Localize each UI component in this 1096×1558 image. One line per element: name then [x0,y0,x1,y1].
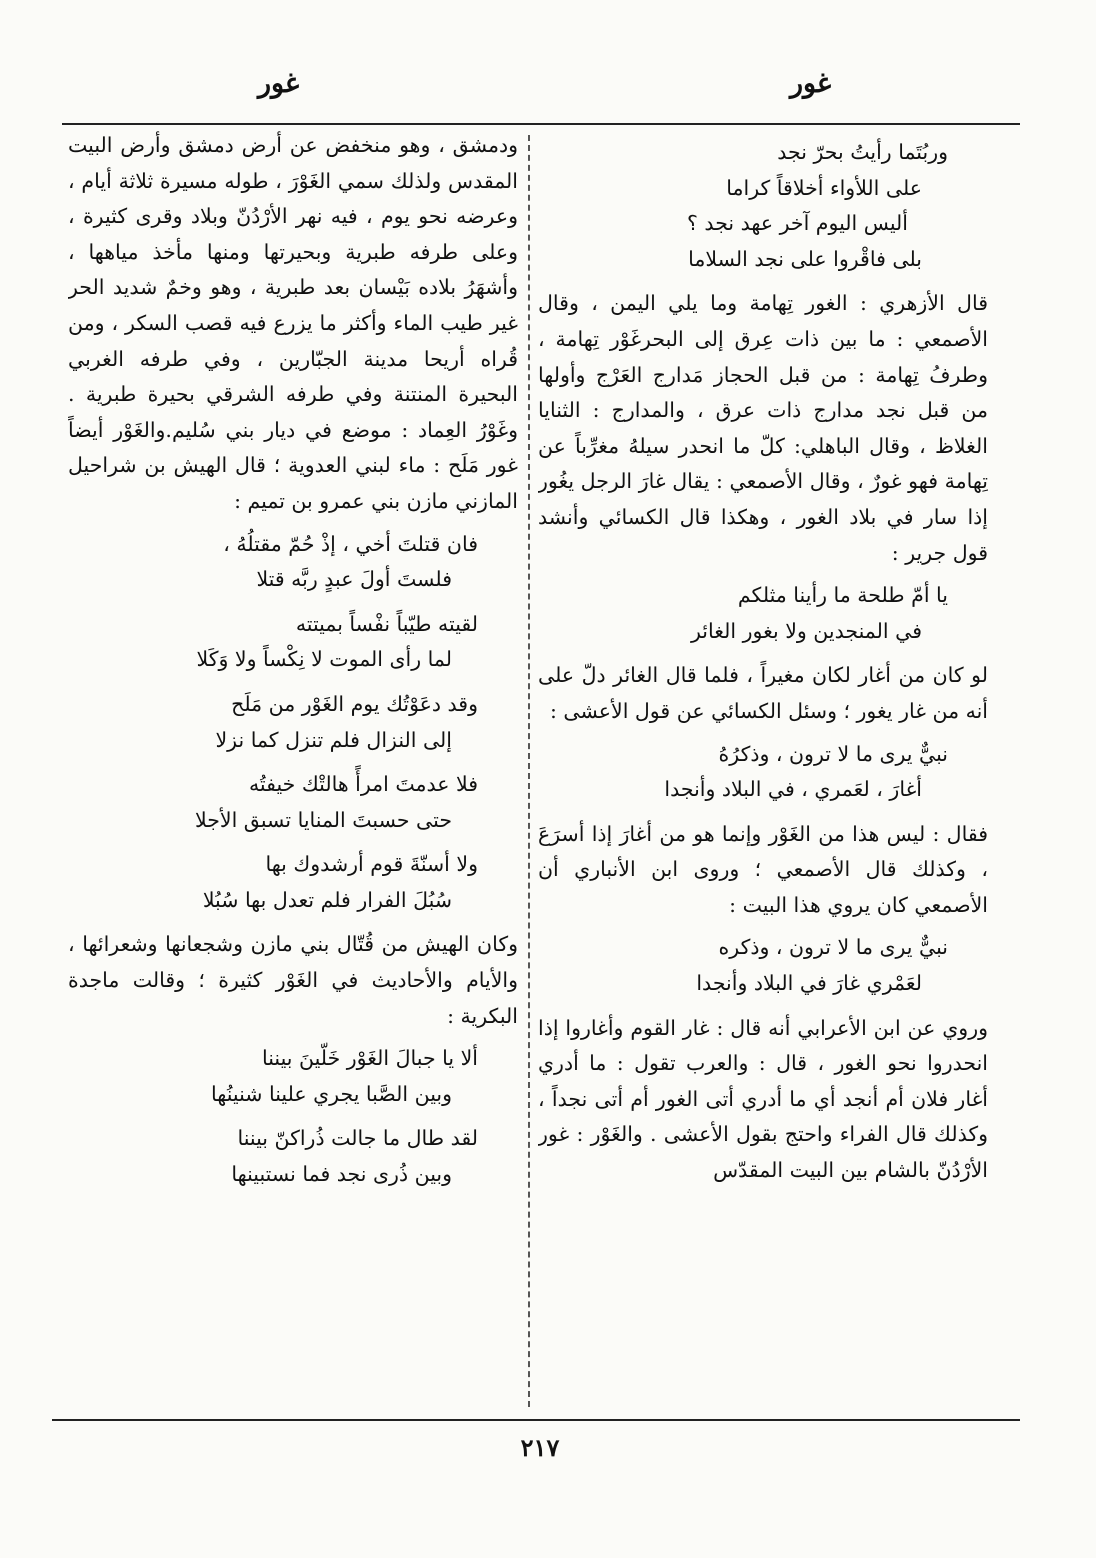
verse-line: فان قتلتَ أخي ، إذْ حُمّ مقتلُهُ ، [223,531,478,556]
right-column [538,128,988,1410]
verse-line: إلى النزال فلم تنزل كما نزلا [215,727,452,752]
verse-line: ألا يا جبالَ الغَوْر خَلّينَ بيننا [261,1046,478,1071]
header-rule [62,123,1020,125]
verse [68,767,518,838]
paragraph: لو كان من أغار لكان مغيراً ، فلما قال الغائر دلّ على أنه من غار يغور ؛ وسئل الكسائي عن قول الأعشى : [538,663,988,723]
verse-line: في المنجدين ولا بغور الغائر [690,618,922,643]
verse [68,1121,518,1192]
header-word-right: غور [790,68,832,99]
verse-line: فلستَ أولَ عبدٍ ربَّه قتلا [256,567,452,592]
paragraph: قال الأزهري : الغور تِهامة وما يلي اليمن ، وقال الأصمعي : ما بين ذات عِرق إلى البحرغَوْر تِهامة ، وطرفُ تِهامة : من قبل الحجاز مَدارج العَرْج وأولها من قبل نجد مدارج ذات عرق ، والمدارج : الثنايا الغلاظ ، وقال الباهلي: كلّ ما انحدر سيلهُ مغرِّباً عن تِهامة فهو غورٌ ، وقال الأصمعي : يقال غارَ الرجل يغُور إذا سار في بلاد الغور ، وهكذا قال الكسائي وأنشد قول جرير : [538,291,988,565]
verse [538,930,988,1001]
verse-line: بلى فاقْروا على نجد السلاما [688,246,922,271]
verse-line: يا أمّ طلحة ما رأينا مثلكم [737,583,948,608]
verse-line: وقد دعَوْتُك يوم الغَوْر من مَلَح [231,691,478,716]
paragraph: فقال : ليس هذا من الغَوْر وإنما هو من أغارَ إذا أسرَعَ ، وكذلك قال الأصمعي ؛ وروى ابن الأنباري أن الأصمعي كان يروي هذا البيت : [538,821,988,917]
verse [68,1041,518,1112]
verse [68,687,518,758]
footer-rule [52,1419,1020,1421]
verse-line: وبين ذُرى نجد فما نستبينها [231,1162,452,1187]
verse [538,737,988,808]
verse [68,607,518,678]
page-number: ٢١٧ [520,1433,560,1462]
paragraph: ودمشق ، وهو منخفض عن أرض دمشق وأرض البيت المقدس ولذلك سمي الغَوْرَ ، طوله مسيرة ثلاثة أيام ، وعرضه نحو يوم ، فيه نهر الأرْدُنّ وبلاد وقرى كثيرة ، وعلى طرفه طبرية وبحيرتها ومنها مأخذ مياهها ، وأشهَرُ بلاده بَيْسان بعد طبرية ، وهو وخمٌ شديد الحر غير طيب الماء وأكثر ما يزرع فيه قصب السكر ، ومن قُراه أريحا مدينة الجبّارين ، وفي طرفه الغربي البحيرة المنتنة وفي طرفه الشرقي بحيرة طبرية . وغَوْرُ العِماد : موضع في ديار بني سُليم.والغَوْر أيضاً غور مَلَح : ماء لبني العدوية ؛ قال الهيش بن شراحيل المازني مازن بني عمرو بن تميم : [68,133,518,513]
verse-line: لما رأى الموت لا نِكْساً ولا وَكَلا [196,647,452,672]
verse-line: لقيته طيّباً نفْساً بميتته [295,611,478,636]
header-word-left: غور [258,68,300,99]
verse-line: وبين الصَّبا يجري علينا شنينُها [211,1081,452,1106]
verse [68,847,518,918]
verse-line: فلا عدمتَ امرأً هالتْك خيفتُه [248,772,478,797]
left-column [68,128,518,1410]
verse-line: نبيٌّ يرى ما لا ترون ، وذكره [718,935,948,960]
paragraph: وكان الهيش من قُتّال بني مازن وشجعانها وشعرائها ، والأيام والأحاديث في الغَوْر كثيرة ؛ وقالت ماجدة البكرية : [68,932,518,1028]
verse [538,578,988,649]
verse-line: لعَمْري غارَ في البلاد وأنجدا [696,971,922,996]
verse-line: حتى حسبتَ المنايا تسبق الأجلا [194,807,452,832]
verse [68,527,518,598]
verse-line: سُبُلَ الفرار فلم تعدل بها سُبُلا [202,887,452,912]
column-divider [528,135,530,1407]
paragraph: وروي عن ابن الأعرابي أنه قال : غار القوم وأغاروا إذا انحدروا نحو الغور ، قال : والعرب تقول : ما أدري أغار فلان أم أنجد أي ما أدري أتى الغور أم أتى نجداً ، وكذلك قال الفراء واحتج بقول الأعشى . والغَوْر : غور الأرْدُنّ بالشام بين البيت المقدّس [538,1015,988,1183]
verse-line: نبيٌّ يرى ما لا ترون ، وذكرُهُ [718,741,948,766]
verse-line: على اللأواء أخلاقاً كراما [726,175,922,200]
verse [538,135,988,277]
verse-line: ولا أسنّةَ قوم أرشدوك بها [265,852,478,877]
verse-line: أليس اليوم آخر عهد نجد ؟ [687,211,908,236]
verse-line: لقد طال ما جالت ذُراكنّ بيننا [237,1126,478,1151]
verse-line: أغارَ ، لعَمري ، في البلاد وأنجدا [664,777,922,802]
verse-line: وربُتَما رأيتُ بحرّ نجد [777,140,948,164]
